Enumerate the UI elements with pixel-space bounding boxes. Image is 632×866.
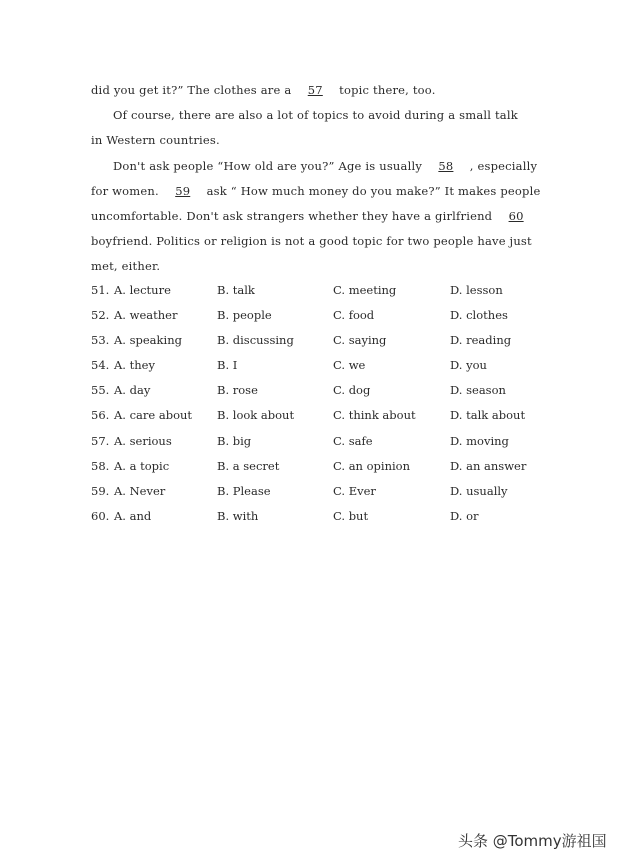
option-d: D. you (450, 358, 487, 373)
passage-text: for women. (91, 183, 163, 198)
option-c: C. Ever (333, 483, 376, 498)
option-c: C. dog (333, 383, 371, 398)
option-d: D. an answer (450, 458, 527, 473)
option-b: B. a secret (217, 458, 280, 473)
question-row (91, 429, 571, 454)
passage-text: Of course, there are also a lot of topics to avoid during a small talk (113, 108, 518, 123)
question-number: 59. (91, 483, 110, 498)
option-a: A. they (114, 358, 155, 373)
option-a: A. serious (114, 433, 172, 448)
question-row (91, 403, 571, 428)
option-b: B. I (217, 358, 238, 373)
question-number: 56. (91, 408, 110, 423)
option-c: C. we (333, 358, 366, 373)
option-a: A. speaking (114, 333, 182, 348)
option-d: D. talk about (450, 408, 526, 423)
question-number: 52. (91, 308, 110, 323)
option-b: B. rose (217, 383, 258, 398)
option-c: C. think about (333, 408, 416, 423)
watermark: 头条 @Tommy游祖国 (458, 832, 607, 850)
passage-line (91, 154, 565, 179)
option-c: C. food (333, 308, 375, 323)
question-row (91, 504, 571, 529)
question-number: 57. (91, 433, 110, 448)
option-b: B. discussing (217, 333, 294, 348)
question-number: 53. (91, 333, 110, 348)
option-c: C. safe (333, 433, 373, 448)
option-b: B. Please (217, 483, 271, 498)
question-row (91, 454, 571, 479)
option-a: A. day (114, 383, 151, 398)
option-b: B. talk (217, 283, 255, 297)
blank-59: 59 (175, 183, 191, 198)
question-options (91, 278, 571, 529)
option-d: D. reading (450, 333, 512, 348)
option-d: D. lesson (450, 283, 503, 297)
passage-line (91, 179, 565, 204)
option-c: C. but (333, 508, 369, 523)
passage (91, 78, 565, 280)
question-number: 60. (91, 508, 110, 523)
option-d: D. moving (450, 433, 509, 448)
option-a: A. a topic (114, 458, 170, 473)
question-number: 54. (91, 358, 110, 373)
option-b: B. big (217, 433, 252, 448)
option-a: A. Never (114, 483, 166, 498)
option-b: B. people (217, 308, 272, 323)
option-b: B. with (217, 508, 259, 523)
question-row (91, 278, 571, 303)
question-number: 55. (91, 383, 110, 398)
blank-57: 57 (307, 83, 323, 97)
option-d: D. clothes (450, 308, 508, 323)
passage-text: , especially (465, 158, 538, 173)
passage-text: topic there, too. (335, 83, 436, 97)
option-c: C. saying (333, 333, 387, 348)
option-d: D. usually (450, 483, 508, 498)
passage-text: boyfriend. Politics or religion is not a good topic for two people have just (91, 234, 532, 249)
option-a: A. weather (114, 308, 178, 323)
question-row (91, 479, 571, 504)
option-d: D. or (450, 508, 479, 523)
passage-line (91, 78, 565, 103)
blank-60: 60 (508, 208, 524, 223)
question-row (91, 328, 571, 353)
passage-line (91, 254, 565, 279)
question-number: 51. (91, 283, 110, 297)
passage-text: did you get it?” The clothes are a (91, 83, 296, 97)
question-row (91, 303, 571, 328)
question-number: 58. (91, 458, 110, 473)
option-a: A. and (114, 508, 152, 523)
question-row (91, 353, 571, 378)
passage-line (91, 103, 565, 128)
option-a: A. lecture (114, 283, 171, 297)
option-a: A. care about (114, 408, 193, 423)
blank-58: 58 (438, 158, 454, 173)
option-c: C. an opinion (333, 458, 410, 473)
passage-line (91, 229, 565, 254)
passage-line (91, 204, 565, 229)
passage-text: uncomfortable. Don't ask strangers whether they have a girlfriend (91, 208, 497, 223)
passage-line (91, 128, 565, 153)
passage-text: met, either. (91, 259, 161, 274)
option-d: D. season (450, 383, 506, 398)
passage-text: in Western countries. (91, 133, 220, 148)
question-row (91, 378, 571, 403)
option-c: C. meeting (333, 283, 397, 297)
passage-text: Don't ask people “How old are you?” Age is usually (113, 158, 426, 173)
passage-text: ask “ How much money do you make?” It makes people (202, 183, 541, 198)
option-b: B. look about (217, 408, 295, 423)
